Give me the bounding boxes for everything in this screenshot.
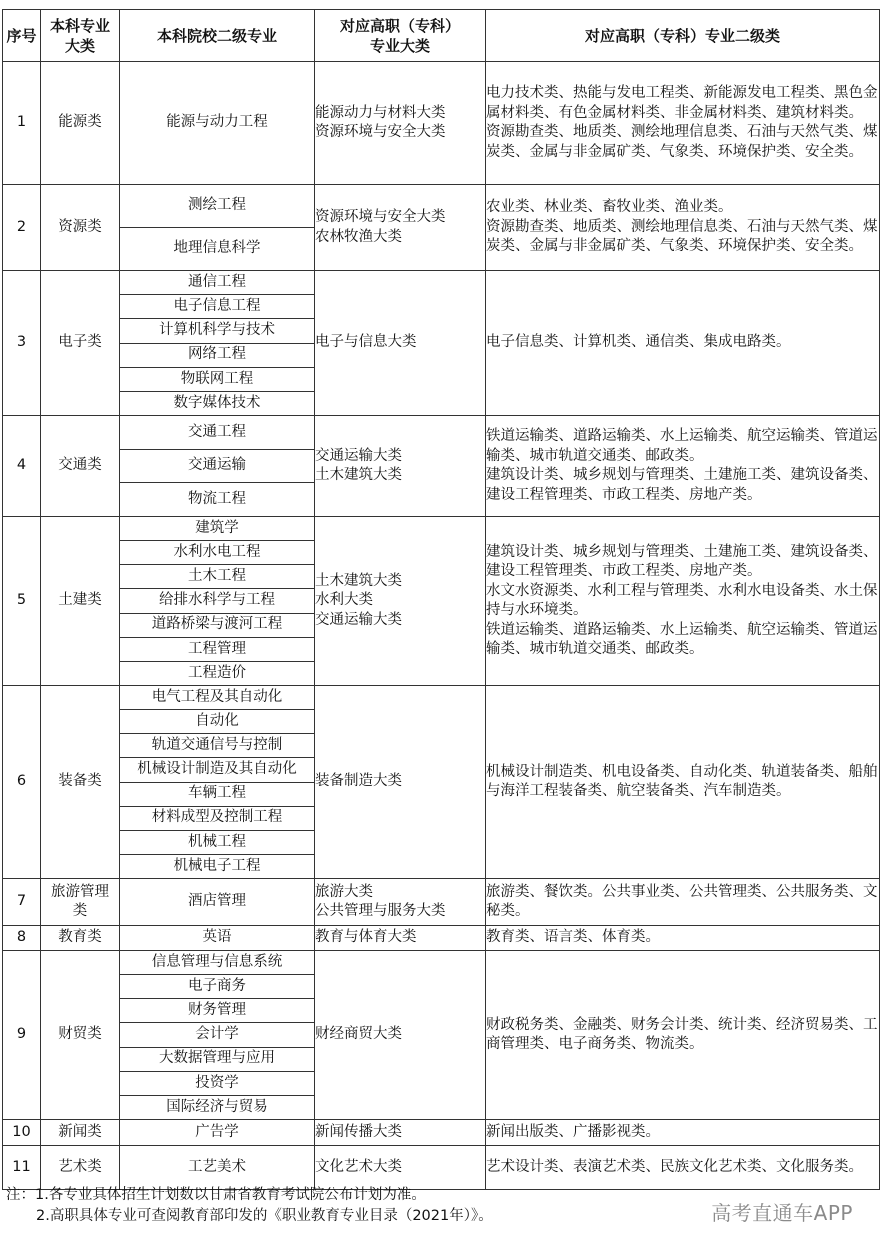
major-item: 自动化 — [120, 709, 314, 733]
undergrad-majors-cell — [120, 686, 315, 879]
watermark-text: 高考直通车APP — [711, 1201, 853, 1225]
undergrad-category: 能源类 — [41, 62, 120, 185]
undergrad-majors-cell — [120, 1146, 315, 1190]
major-item: 材料成型及控制工程 — [120, 806, 314, 830]
undergrad-category: 财贸类 — [41, 951, 120, 1120]
major-item: 给排水科学与工程 — [120, 588, 314, 612]
major-list — [120, 686, 314, 878]
vocational-category: 电子与信息大类 — [315, 271, 486, 416]
header-index: 序号 — [3, 10, 41, 62]
row-index: 11 — [3, 1146, 41, 1190]
table-row — [3, 517, 880, 686]
vocational-subcategory — [486, 271, 880, 416]
major-item: 轨道交通信号与控制 — [120, 733, 314, 757]
major-item: 水利水电工程 — [120, 540, 314, 564]
footnote-2: 2.高职具体专业可查阅教育部印发的《职业教育专业目录（2021年）》。 — [36, 1208, 493, 1224]
table-row — [3, 271, 880, 416]
header-vocational-subcategory: 对应高职（专科）专业二级类 — [486, 10, 880, 62]
footnotes — [6, 1185, 493, 1227]
major-correspondence-table — [2, 9, 880, 1190]
major-item: 机械工程 — [120, 830, 314, 854]
major-item: 机械设计制造及其自动化 — [120, 757, 314, 781]
vocational-subcategory — [486, 1146, 880, 1190]
undergrad-majors-cell — [120, 926, 315, 951]
table-row — [3, 1146, 880, 1190]
row-index: 6 — [3, 686, 41, 879]
row-index: 3 — [3, 271, 41, 416]
subcategory-paragraph: 建筑设计类、城乡规划与管理类、土建施工类、建筑设备类、建设工程管理类、市政工程类、房地产类。 — [486, 543, 878, 579]
undergrad-category: 资源类 — [41, 185, 120, 271]
major-item: 广告学 — [195, 1123, 239, 1140]
table-header-row — [3, 10, 880, 62]
vocational-category: 文化艺术大类 — [315, 1146, 486, 1190]
vocational-category: 旅游大类 公共管理与服务大类 — [315, 879, 486, 926]
header-vocational-category: 对应高职（专科）专业大类 — [315, 10, 486, 62]
undergrad-majors-cell — [120, 517, 315, 686]
major-list — [120, 951, 314, 1119]
major-item: 英语 — [202, 929, 232, 946]
major-item: 物联网工程 — [120, 367, 314, 391]
major-item: 信息管理与信息系统 — [151, 953, 283, 970]
table-row — [3, 1120, 880, 1146]
undergrad-category: 新闻类 — [41, 1120, 120, 1146]
major-list — [120, 1120, 314, 1145]
vocational-category: 装备制造大类 — [315, 686, 486, 879]
major-item: 道路桥梁与渡河工程 — [120, 613, 314, 637]
major-item: 国际经济与贸易 — [120, 1095, 314, 1119]
vocational-subcategory — [486, 686, 880, 879]
vocational-subcategory — [486, 879, 880, 926]
row-index: 8 — [3, 926, 41, 951]
major-item: 建筑学 — [195, 519, 239, 536]
subcategory-paragraph: 电力技术类、热能与发电工程类、新能源发电工程类、黑色金属材料类、有色金属材料类、非金属材料类、建筑材料类。 — [486, 85, 878, 121]
major-list — [120, 879, 314, 925]
undergrad-category: 艺术类 — [41, 1146, 120, 1190]
major-item: 交通运输 — [120, 449, 314, 483]
undergrad-majors-cell — [120, 416, 315, 517]
subcategory-paragraph: 水文水资源类、水利工程与管理类、水利水电设备类、水土保持与水环境类。 — [486, 582, 878, 618]
undergrad-category: 教育类 — [41, 926, 120, 951]
major-item: 酒店管理 — [188, 893, 246, 910]
vocational-category: 土木建筑大类 水利大类 交通运输大类 — [315, 517, 486, 686]
vocational-subcategory — [486, 62, 880, 185]
undergrad-majors-cell — [120, 951, 315, 1120]
subcategory-paragraph: 机械设计制造类、机电设备类、自动化类、轨道装备类、船舶与海洋工程装备类、航空装备类、汽车制造类。 — [486, 763, 878, 799]
header-undergrad-category: 本科专业大类 — [41, 10, 120, 62]
undergrad-category: 土建类 — [41, 517, 120, 686]
table-row — [3, 416, 880, 517]
table-row — [3, 879, 880, 926]
vocational-category: 交通运输大类 土木建筑大类 — [315, 416, 486, 517]
row-index: 10 — [3, 1120, 41, 1146]
major-list — [120, 271, 314, 415]
header-undergrad-major: 本科院校二级专业 — [120, 10, 315, 62]
vocational-category: 资源环境与安全大类 农林牧渔大类 — [315, 185, 486, 271]
undergrad-majors-cell — [120, 62, 315, 185]
major-list — [120, 926, 314, 950]
row-index: 9 — [3, 951, 41, 1120]
major-item: 机械电子工程 — [120, 854, 314, 878]
major-item: 电气工程及其自动化 — [151, 688, 283, 705]
vocational-category: 财经商贸大类 — [315, 951, 486, 1120]
undergrad-majors-cell — [120, 185, 315, 271]
subcategory-paragraph: 建筑设计类、城乡规划与管理类、土建施工类、建筑设备类、建设工程管理类、市政工程类、房地产类。 — [486, 467, 878, 503]
major-item: 工程造价 — [120, 661, 314, 685]
major-item: 通信工程 — [188, 273, 246, 290]
major-item: 土木工程 — [120, 564, 314, 588]
major-item: 电子商务 — [120, 974, 314, 998]
vocational-subcategory — [486, 1120, 880, 1146]
major-item: 数字媒体技术 — [120, 391, 314, 415]
row-index: 5 — [3, 517, 41, 686]
table-row — [3, 62, 880, 185]
major-item: 会计学 — [120, 1022, 314, 1046]
subcategory-paragraph: 资源勘查类、地质类、测绘地理信息类、石油与天然气类、煤炭类、金属与非金属矿类、气象类、环境保护类、安全类。 — [486, 124, 878, 160]
subcategory-paragraph: 资源勘查类、地质类、测绘地理信息类、石油与天然气类、煤炭类、金属与非金属矿类、气象类、环境保护类、安全类。 — [486, 218, 878, 255]
major-item: 能源与动力工程 — [166, 114, 268, 131]
major-item: 计算机科学与技术 — [120, 318, 314, 342]
major-item: 财务管理 — [120, 998, 314, 1022]
major-list — [120, 517, 314, 685]
vocational-subcategory — [486, 517, 880, 686]
major-list — [120, 416, 314, 516]
subcategory-paragraph: 财政税务类、金融类、财务会计类、统计类、经济贸易类、工商管理类、电子商务类、物流类。 — [486, 1016, 878, 1052]
vocational-subcategory — [486, 951, 880, 1120]
major-item: 物流工程 — [120, 482, 314, 516]
major-list — [120, 1146, 314, 1189]
undergrad-majors-cell — [120, 271, 315, 416]
table-row — [3, 185, 880, 271]
row-index: 1 — [3, 62, 41, 185]
subcategory-paragraph: 电子信息类、计算机类、通信类、集成电路类。 — [486, 334, 791, 351]
major-item: 工艺美术 — [188, 1158, 246, 1175]
major-item: 测绘工程 — [188, 197, 246, 214]
subcategory-paragraph: 艺术设计类、表演艺术类、民族文化艺术类、文化服务类。 — [486, 1158, 863, 1175]
major-item: 大数据管理与应用 — [120, 1047, 314, 1071]
major-item: 地理信息科学 — [120, 227, 314, 270]
major-item: 电子信息工程 — [120, 294, 314, 318]
major-item: 车辆工程 — [120, 782, 314, 806]
undergrad-category: 旅游管理类 — [41, 879, 120, 926]
subcategory-paragraph: 农业类、林业类、畜牧业类、渔业类。 — [486, 199, 733, 216]
major-list — [120, 62, 314, 184]
major-item: 投资学 — [120, 1071, 314, 1095]
undergrad-category: 装备类 — [41, 686, 120, 879]
vocational-subcategory — [486, 416, 880, 517]
row-index: 2 — [3, 185, 41, 271]
row-index: 7 — [3, 879, 41, 926]
major-list — [120, 185, 314, 270]
vocational-category: 教育与体育大类 — [315, 926, 486, 951]
undergrad-majors-cell — [120, 879, 315, 926]
major-item: 工程管理 — [120, 637, 314, 661]
vocational-category: 能源动力与材料大类 资源环境与安全大类 — [315, 62, 486, 185]
major-item: 网络工程 — [120, 343, 314, 367]
vocational-category: 新闻传播大类 — [315, 1120, 486, 1146]
subcategory-paragraph: 铁道运输类、道路运输类、水上运输类、航空运输类、管道运输类、城市轨道交通类、邮政类。 — [486, 621, 878, 657]
table-row — [3, 926, 880, 951]
subcategory-paragraph: 铁道运输类、道路运输类、水上运输类、航空运输类、管道运输类、城市轨道交通类、邮政类。 — [486, 428, 878, 464]
undergrad-category: 交通类 — [41, 416, 120, 517]
table-row — [3, 686, 880, 879]
subcategory-paragraph: 新闻出版类、广播影视类。 — [486, 1123, 660, 1140]
table-row — [3, 951, 880, 1120]
row-index: 4 — [3, 416, 41, 517]
footnote-1: 注：1.各专业具体招生计划数以甘肃省教育考试院公布计划为准。 — [6, 1187, 426, 1203]
vocational-subcategory — [486, 185, 880, 271]
undergrad-category: 电子类 — [41, 271, 120, 416]
major-item: 交通工程 — [188, 423, 246, 440]
undergrad-majors-cell — [120, 1120, 315, 1146]
vocational-subcategory — [486, 926, 880, 951]
subcategory-paragraph: 教育类、语言类、体育类。 — [486, 929, 660, 946]
subcategory-paragraph: 旅游类、餐饮类。公共事业类、公共管理类、公共服务类、文秘类。 — [486, 883, 878, 919]
